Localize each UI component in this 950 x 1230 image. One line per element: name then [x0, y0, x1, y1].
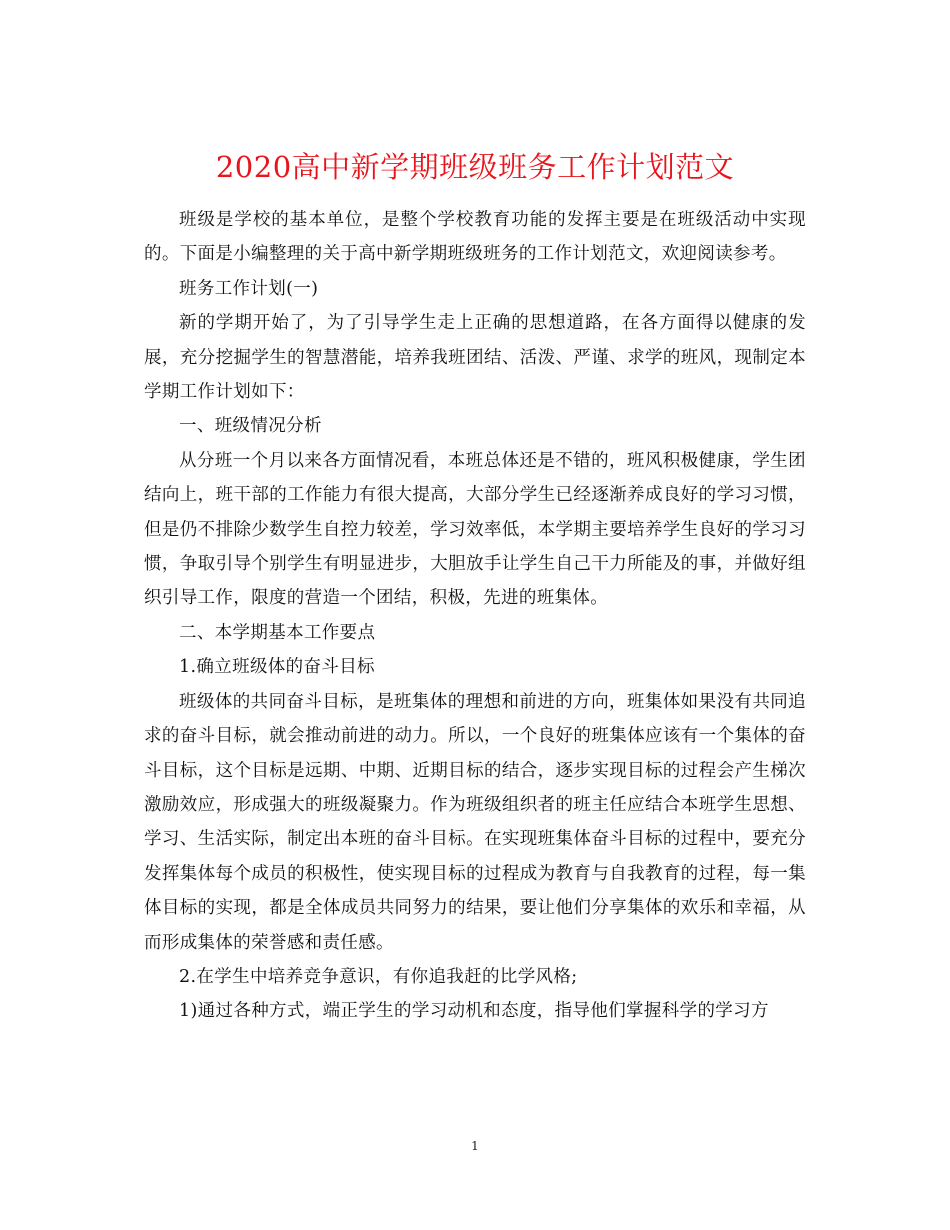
section-heading-class-analysis: 一、班级情况分析: [179, 416, 322, 437]
page-number: 1: [471, 1139, 479, 1153]
section-heading-key-points: 二、本学期基本工作要点: [179, 622, 376, 643]
paragraph-intro: 班级是学校的基本单位，是整个学校教育功能的发挥主要是在班级活动中实现的。下面是小编整理的关于高中新学期班级班务的工作计划范文，欢迎阅读参考。: [144, 210, 806, 265]
paragraph-methods: 1)通过各种方式，端正学生的学习动机和态度，指导他们掌握科学的学习方: [179, 1001, 769, 1022]
paragraph-class-analysis: 从分班一个月以来各方面情况看，本班总体还是不错的，班风积极健康，学生团结向上，班干部的工作能力有很大提高，大部分学生已经逐渐养成良好的学习习惯，但是仍不排除少数学生自控力较差，学习效率低，本学期主要培养学生良好的学习习惯，争取引导个别学生有明显进步，大胆放手让学生自己干力所能及的事，并做好组织引导工作，限度的营造一个团结，积极，先进的班集体。: [144, 450, 806, 609]
subheading-set-goals: 1.确立班级体的奋斗目标: [179, 657, 375, 678]
section-heading-plan-one: 班务工作计划(一): [179, 278, 319, 299]
subheading-competition: 2.在学生中培养竞争意识，有你追我赶的比学风格;: [179, 966, 578, 987]
document-title: 2020高中新学期班级班务工作计划范文: [215, 150, 735, 185]
paragraph-goals: 班级体的共同奋斗目标，是班集体的理想和前进的方向，班集体如果没有共同追求的奋斗目标，就会推动前进的动力。所以，一个良好的班集体应该有一个集体的奋斗目标，这个目标是远期、中期、近期目标的结合，逐步实现目标的过程会产生梯次激励效应，形成强大的班级凝聚力。作为班级组织者的班主任应结合本班学生思想、学习、生活实际，制定出本班的奋斗目标。在实现班集体奋斗目标的过程中，要充分发挥集体每个成员的积极性，使实现目标的过程成为教育与自我教育的过程，每一集体目标的实现，都是全体成员共同努力的结果，要让他们分享集体的欢乐和幸福，从而形成集体的荣誉感和责任感。: [144, 691, 806, 953]
paragraph-semester-start: 新的学期开始了，为了引导学生走上正确的思想道路，在各方面得以健康的发展，充分挖掘学生的智慧潜能，培养我班团结、活泼、严谨、求学的班风，现制定本学期工作计划如下：: [144, 313, 806, 403]
document-body: [144, 203, 806, 1029]
